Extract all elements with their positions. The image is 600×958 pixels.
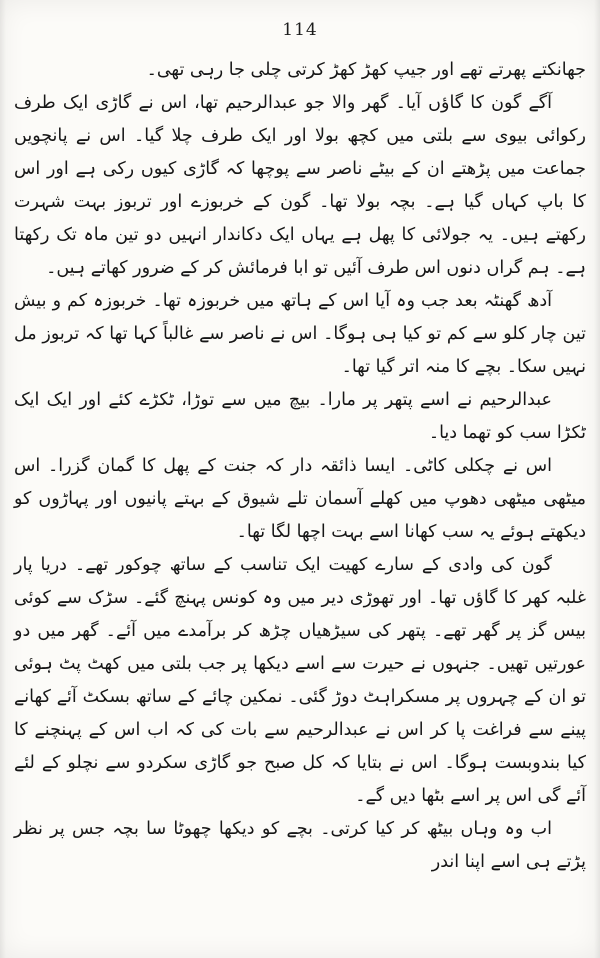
page-number: 114 [282,20,318,40]
paragraph: آدھ گھنٹہ بعد جب وہ آیا اس کے ہاتھ میں خربوزہ تھا۔ خربوزہ کم و بیش تین چار کلو سے کم تو کیا ہی ہوگا۔ اس نے ناصر سے غالباً کہا تھا کہ تربوز مل نہیں سکا۔ بچے کا منہ اتر گیا تھا۔ [14,291,586,377]
paragraph: جھانکتے پھرتے تھے اور جیپ کھڑ کھڑ کرتی چلی جا رہی تھی۔ [146,60,586,80]
paragraph: عبدالرحیم نے اسے پتھر پر مارا۔ بیچ میں سے توڑا، ٹکڑے کئے اور ایک ایک ٹکڑا سب کو تھما دیا۔ [14,390,586,443]
paragraph: آگے گون کا گاؤں آیا۔ گھر والا جو عبدالرحیم تھا، اس نے گاڑی ایک طرف رکوائی بیوی سے بلتی میں کچھ بولا اور ایک طرف چلا گیا۔ اس نے پانچویں جماعت میں پڑھتے ان کے بیٹے ناصر سے پوچھا کہ گاڑی کیوں رکی ہے اور اس کا باپ کہاں گیا ہے۔ بچہ بولا تھا۔ گون کے خربوزے اور تربوز بہت شہرت رکھتے ہیں۔ یہ جولائی کا پھل ہے یہاں ایک دکاندار انہیں دو تین ماہ تک رکھتا ہے۔ ہم گراں دنوں اس طرف آئیں تو ابا فرمائش کر کے ضرور کھاتے ہیں۔ [14,93,586,278]
page-text [14,54,586,879]
paragraph: اس نے چکلی کاٹی۔ ایسا ذائقہ دار کہ جنت کے پھل کا گمان گزرا۔ اس میٹھی میٹھی دھوپ میں کھلے آسمان تلے شیوق کے بہتے پانیوں اور پہاڑوں کو دیکھتے ہوئے یہ سب کھانا اسے بہت اچھا لگا تھا۔ [14,456,586,542]
page-edge-shade [594,0,600,958]
paragraph: گون کی وادی کے سارے کھیت ایک تناسب کے ساتھ چوکور تھے۔ دریا پار غلبہ کھر کا گاؤں تھا۔ اور تھوڑی دیر میں وہ کونس پہنچ گئے۔ سڑک سے کوئی بیس گز پر گھر تھے۔ پتھر کی سیڑھیاں چڑھ کر برآمدے میں آئے۔ گھر میں دو عورتیں تھیں۔ جنہوں نے حیرت سے اسے دیکھا پر جب بلتی میں کھٹ پٹ ہوئی تو ان کے چہروں پر مسکراہٹ دوڑ گئی۔ نمکین چائے کے ساتھ بسکٹ آئے کھانے پینے سے فراغت پا کر اس نے عبدالرحیم سے بات کی کہ اب اس کے پہنچنے کا کیا بندوبست ہوگا۔ اس نے بتایا کہ کل صبح جو گاڑی سکردو سے نچلو کے لئے آئے گی اس پر اسے بٹھا دیں گے۔ [14,555,586,806]
page-edge-shade [0,0,6,958]
paragraph: اب وہ وہاں بیٹھ کر کیا کرتی۔ بچے کو دیکھا چھوٹا سا بچہ جس پر نظر پڑتے ہی اسے اپنا اندر [14,819,586,872]
